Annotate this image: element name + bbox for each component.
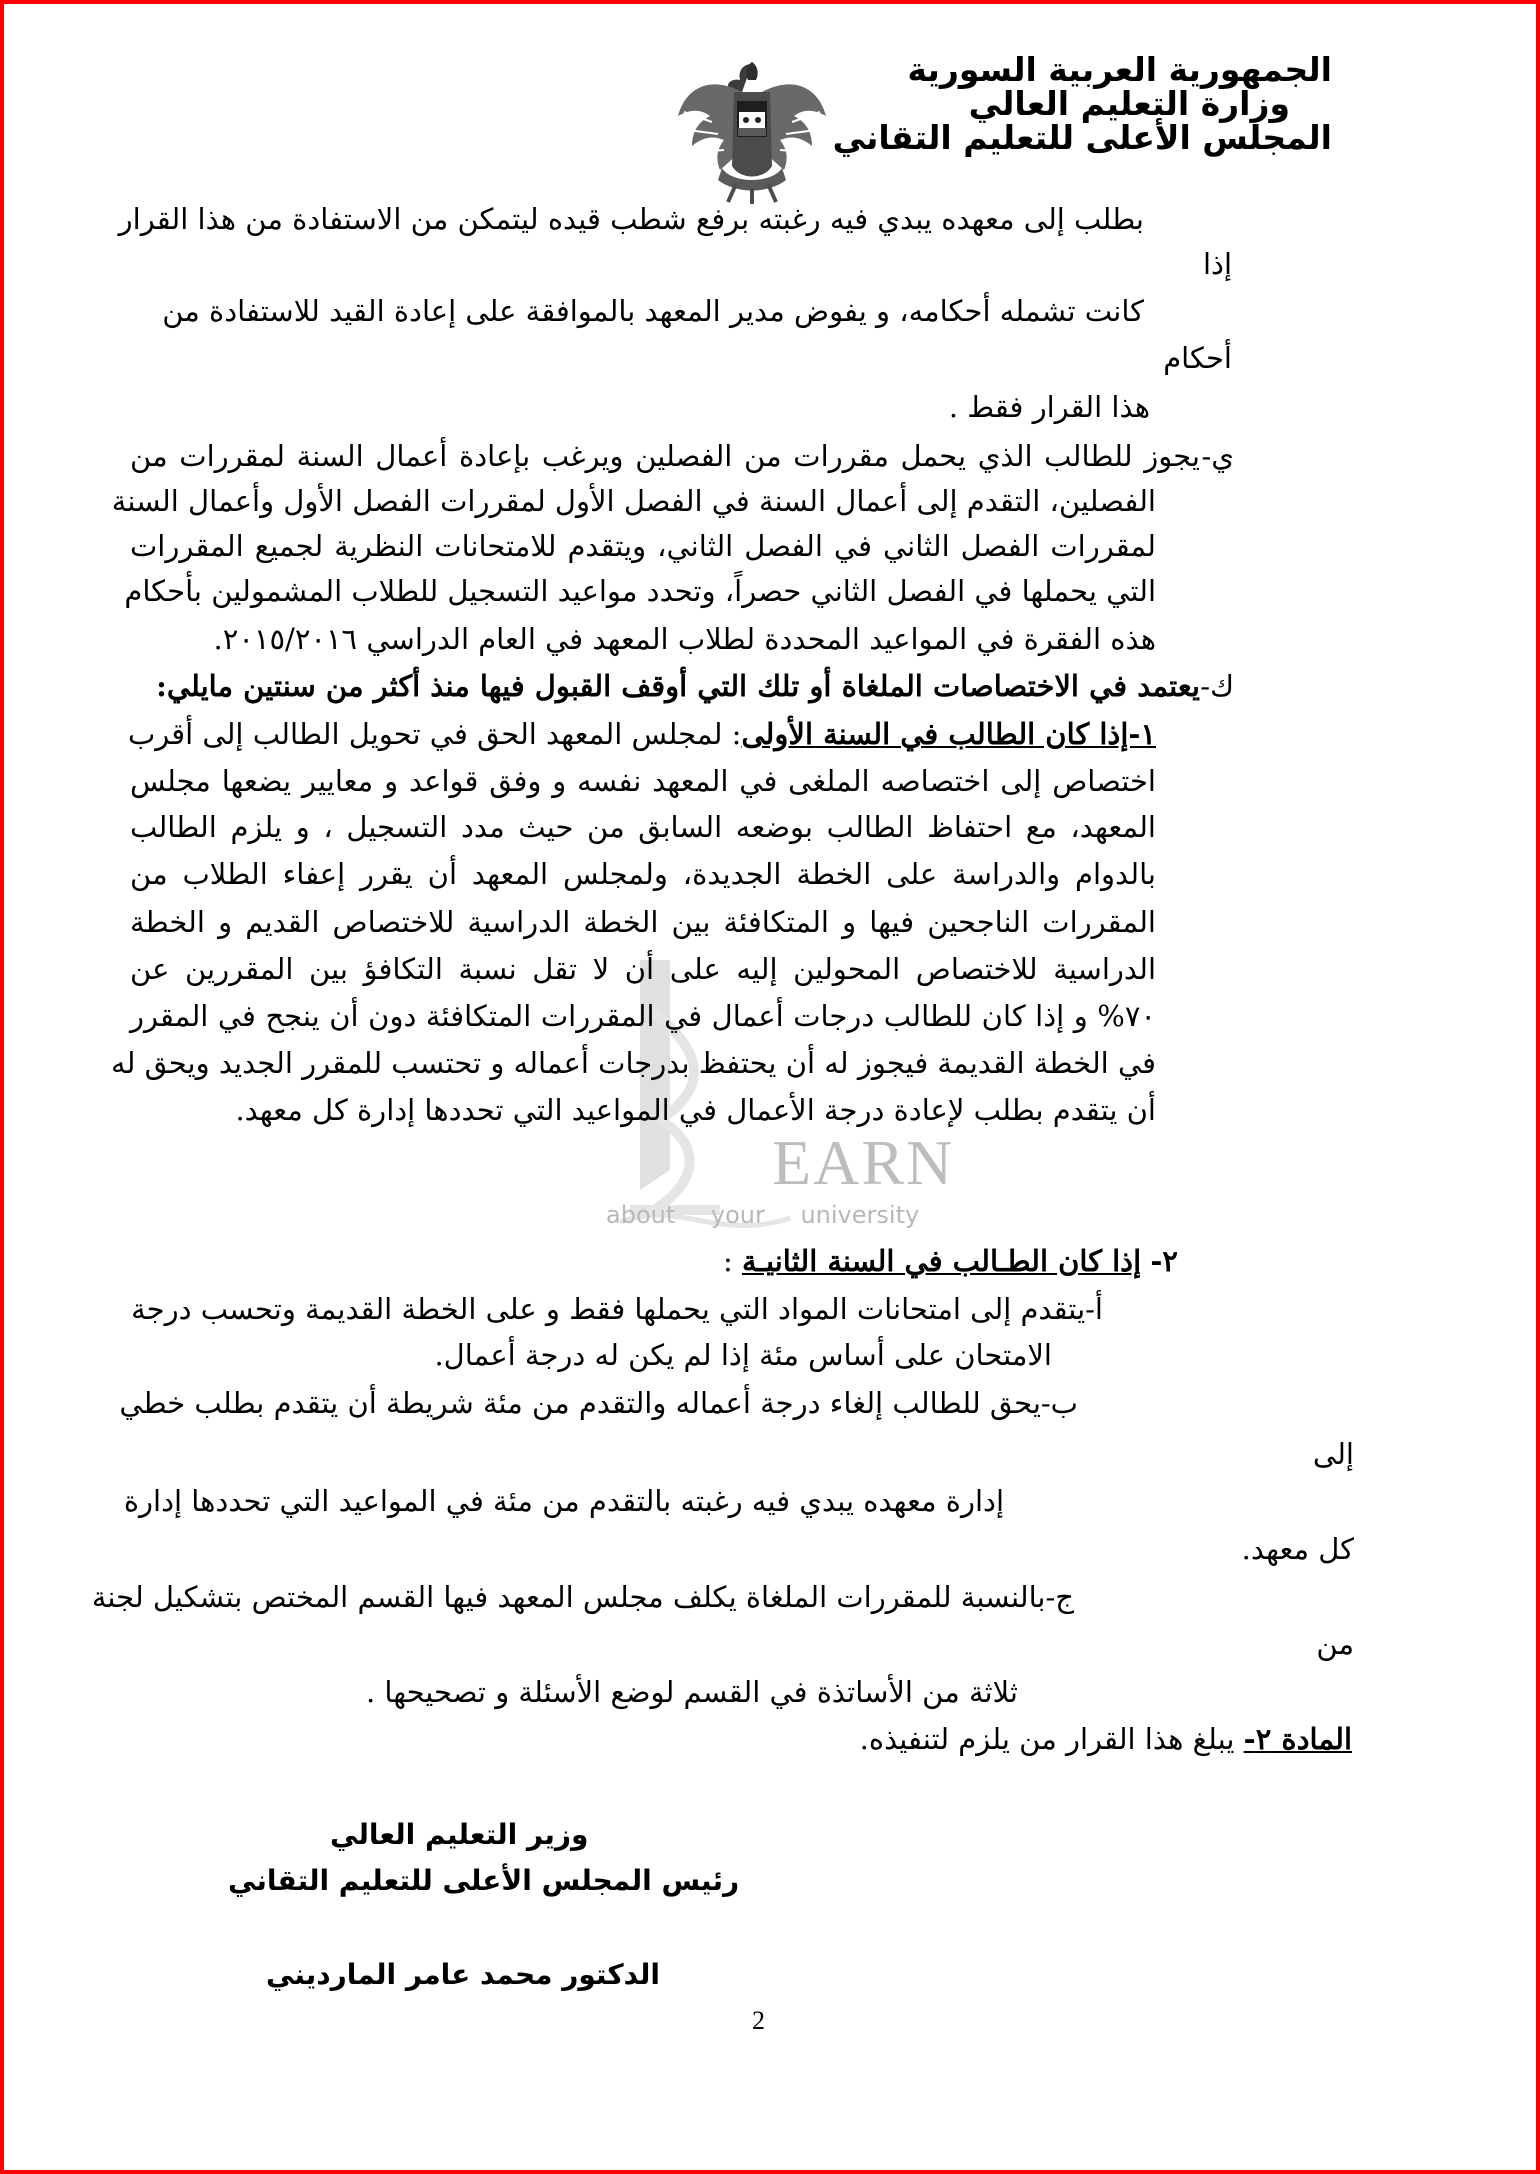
body-line: أحكام <box>1163 341 1232 375</box>
item-1-line: ٧٠% و إذا كان للطالب درجات أعمال في المقررات المتكافئة دون أن ينجح في المقرر <box>130 999 1156 1033</box>
body-line: كانت تشمله أحكامه، و يفوض مدير المعهد بالموافقة على إعادة القيد للاستفادة من <box>162 294 1144 328</box>
body-line: هذا القرار فقط . <box>948 390 1150 424</box>
sub-b-line: إلى <box>1312 1437 1354 1471</box>
header-ministry-line2: وزارة التعليم العالي <box>968 84 1290 123</box>
clause-y-line: التي يحملها في الفصل الثاني حصراً، وتحدد مواعيد التسجيل للطلاب المشمولين بأحكام <box>124 574 1156 608</box>
watermark-brand: EARN <box>772 1127 955 1198</box>
header-ministry-line3: المجلس الأعلى للتعليم التقاني <box>832 118 1332 157</box>
sub-c-line: ج-بالنسبة للمقررات الملغاة يكلف مجلس المعهد فيها القسم المختص بتشكيل لجنة <box>91 1580 1074 1614</box>
item-2-title: إذا كان الطـالب في السنة الثانيـة <box>741 1244 1142 1278</box>
clause-k-title: يعتمد في الاختصاصات الملغاة أو تلك التي أوقف القبول فيها منذ أكثر من سنتين مايلي: <box>156 669 1200 703</box>
item-2-heading <box>723 1242 1178 1280</box>
item-2-colon: : <box>722 1244 733 1278</box>
body-line: بطلب إلى معهده يبدي فيه رغبته برفع شطب قيده ليتمكن من الاستفادة من هذا القرار <box>118 202 1144 236</box>
sub-a-line: أ-يتقدم إلى امتحانات المواد التي يحملها فقط و على الخطة القديمة وتحسب درجة <box>131 1292 1103 1326</box>
clause-k-label: ك- <box>1200 669 1234 703</box>
clause-y-label: ي- <box>1201 439 1234 473</box>
item-2-number: ٢- <box>1150 1244 1178 1278</box>
eagle-emblem-icon <box>672 56 832 206</box>
sub-b-line: ب-يحق للطالب إلغاء درجة أعماله والتقدم من مئة شريطة أن يتقدم بطلب خطي <box>119 1386 1078 1420</box>
sub-b-line: إدارة معهده يبدي فيه رغبته بالتقدم من مئة في المواعيد التي تحددها إدارة <box>123 1484 1004 1518</box>
item-1-line: المقررات الناجحين فيها و المتكافئة بين الخطة الدراسية للاختصاص القديم و الخطة <box>130 905 1156 939</box>
clause-y-line: هذه الفقرة في المواعيد المحددة لطلاب المعهد في العام الدراسي ٢٠١٥/٢٠١٦. <box>213 622 1156 656</box>
item-1-line: اختصاص إلى اختصاصه الملغى في المعهد نفسه و وفق قواعد و معايير يضعها مجلس <box>130 764 1156 798</box>
article-2-label: المادة ٢- <box>1243 1722 1352 1756</box>
item-1-line: أن يتقدم بطلب لإعادة درجة الأعمال في المواعيد التي تحددها إدارة كل معهد. <box>235 1093 1156 1127</box>
sub-c-line: من <box>1316 1627 1354 1661</box>
item-1-line: في الخطة القديمة فيجوز له أن يحتفظ بدرجات أعماله و تحتسب للمقرر الجديد ويحق له <box>111 1046 1156 1080</box>
clause-y-line: لمقررات الفصل الثاني في الفصل الثاني، ويتقدم للامتحانات النظرية لجميع المقررات <box>130 529 1156 563</box>
signature-council-title: رئيس المجلس الأعلى للتعليم التقاني <box>228 1864 740 1897</box>
clause-y-line: الفصلين، التقدم إلى أعمال السنة في الفصل الأول لمقررات الفصل الأول وأعمال السنة <box>111 484 1156 518</box>
signature-name: الدكتور محمد عامر المارديني <box>266 1958 660 1991</box>
item-1-first-line <box>127 715 1156 753</box>
item-1-line: بالدوام والدراسة على الخطة الجديدة، ولمجلس المعهد أن يقرر إعفاء الطلاب من <box>130 857 1156 891</box>
clause-y-line: يجوز للطالب الذي يحمل مقررات من الفصلين ويرغب بإعادة أعمال السنة لمقررات من <box>130 439 1200 473</box>
sub-c-line: ثلاثة من الأساتذة في القسم لوضع الأسئلة و تصحيحها . <box>365 1675 1018 1709</box>
item-1-title: ١-إذا كان الطالب في السنة الأولى <box>741 717 1156 751</box>
article-2 <box>860 1720 1352 1758</box>
watermark-tagline: about your university <box>606 1201 920 1229</box>
sub-a-line: الامتحان على أساس مئة إذا لم يكن له درجة أعمال. <box>434 1338 1052 1372</box>
item-1-rest: : لمجلس المعهد الحق في تحويل الطالب إلى أقرب <box>127 717 742 751</box>
body-line: إذا <box>1202 247 1232 281</box>
item-1-line: الدراسية للاختصاص المحولين إليه على أن لا تقل نسبة التكافؤ بين المقررين عن <box>130 952 1156 986</box>
item-1-line: المعهد، مع احتفاظ الطالب بوضعه السابق من حيث مدد التسجيل ، و يلزم الطالب <box>130 810 1156 844</box>
page-number: 2 <box>752 2006 765 2035</box>
sub-b-line: كل معهد. <box>1241 1532 1354 1566</box>
signature-minister-title: وزير التعليم العالي <box>330 1818 589 1851</box>
article-2-text: يبلغ هذا القرار من يلزم لتنفيذه. <box>859 1722 1235 1756</box>
header-ministry-line1: الجمهورية العربية السورية <box>907 50 1332 89</box>
